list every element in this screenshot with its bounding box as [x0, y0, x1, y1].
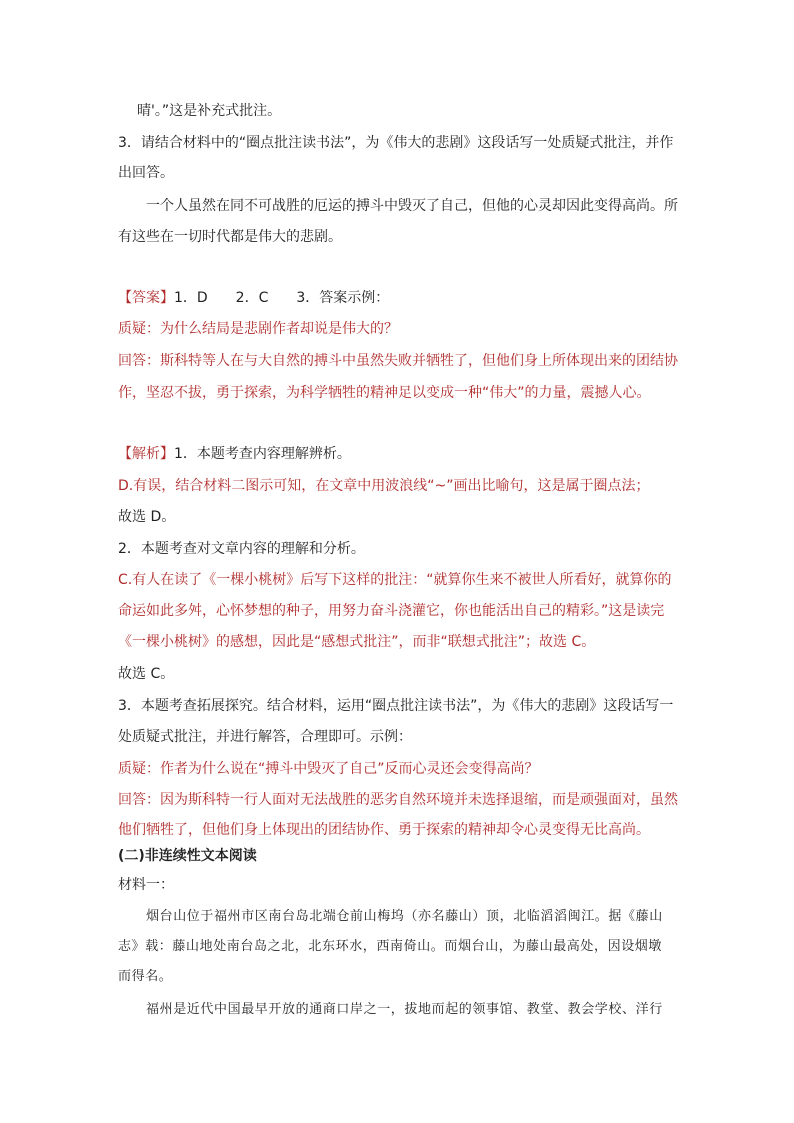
analysis-line-11: 质疑：作者为什么说在“搏斗中毁灭了自己”反而心灵还会变得高尚？ [118, 761, 539, 777]
analysis-line-10: 处质疑式批注，并进行解答，合理即可。示例： [118, 729, 412, 745]
quote-line-2: 有这些在一切时代都是伟大的悲剧。 [118, 229, 342, 245]
analysis-tag: 【解析】 [118, 446, 174, 462]
analysis-line-9: 3．本题考查拓展探究。结合材料，运用“圈点批注读书法”，为《伟大的悲剧》这段话写一 [118, 698, 674, 714]
analysis-line-2: D.有误，结合材料二图示可知，在文章中用波浪线“~”画出比喻句，这是属于圈点法； [118, 478, 650, 494]
analysis-item-1: 1．本题考查内容理解辨析。 [174, 446, 351, 462]
analysis-line-4: 2．本题考查对文章内容的理解和分析。 [118, 541, 365, 557]
analysis-line-13: 他们牺牲了，但他们身上体现出的团结协作、勇于探索的精神却令心灵变得无比高尚。 [118, 822, 650, 838]
section-heading: (二)非连续性文本阅读 [118, 848, 257, 864]
material-p1-line-3: 而得名。 [118, 969, 173, 984]
question-3-line-1: 3．请结合材料中的“圈点批注读书法”，为《伟大的悲剧》这段话写一处质疑式批注，并作 [118, 135, 674, 151]
analysis-line-7: 《一棵小桃树》的感想，因此是“感想式批注”，而非“联想式批注”；故选 C。 [118, 634, 596, 650]
analysis-line-6: 命运如此多舛，心怀梦想的种子，用努力奋斗浇灌它，你也能活出自己的精彩。”这是读完 [118, 603, 665, 619]
answer-question: 质疑：为什么结局是悲剧作者却说是伟大的？ [118, 321, 398, 337]
answer-reply-line-2: 作，坚忍不拔，勇于探索，为科学牺牲的精神足以变成一种“伟大”的力量，震撼人心。 [118, 385, 651, 401]
analysis-line-5: C.有人在读了《一棵小桃树》后写下这样的批注：“就算你生来不被世人所看好，就算你的 [118, 572, 672, 588]
material-p1-line-1: 烟台山位于福州市区南台岛北端仓前山梅坞（亦名藤山）顶，北临滔滔闽江。据《藤山 [146, 909, 663, 924]
quote-line-1: 一个人虽然在同不可战胜的厄运的搏斗中毁灭了自己，但他的心灵却因此变得高尚。所 [146, 198, 678, 214]
analysis-line-8: 故选 C。 [118, 666, 175, 682]
question-continuation: 晴'。”这是补充式批注。 [137, 103, 282, 119]
material-label: 材料一： [118, 877, 174, 893]
analysis-line-12: 回答：因为斯科特一行人面对无法战胜的恶劣自然环境并未选择退缩，而是顽强面对，虽然 [118, 792, 678, 808]
material-p2-line-1: 福州是近代中国最早开放的通商口岸之一，拔地而起的领事馆、教堂、教会学校、洋行 [146, 1002, 663, 1017]
answer-line-1 [118, 288, 678, 308]
analysis-line-3: 故选 D。 [118, 509, 176, 525]
answer-choices: 1．D 2．C 3．答案示例： [174, 290, 390, 306]
answer-reply-line-1: 回答：斯科特等人在与大自然的搏斗中虽然失败并牺牲了，但他们身上所体现出来的团结协 [118, 353, 678, 369]
question-3-line-2: 出回答。 [118, 165, 174, 181]
analysis-line-1 [118, 444, 678, 464]
answer-tag: 【答案】 [118, 290, 174, 306]
material-p1-line-2: 志》载：藤山地处南台岛之北，北东环水，西南倚山。而烟台山，为藤山最高处，因设烟墩 [118, 939, 663, 954]
